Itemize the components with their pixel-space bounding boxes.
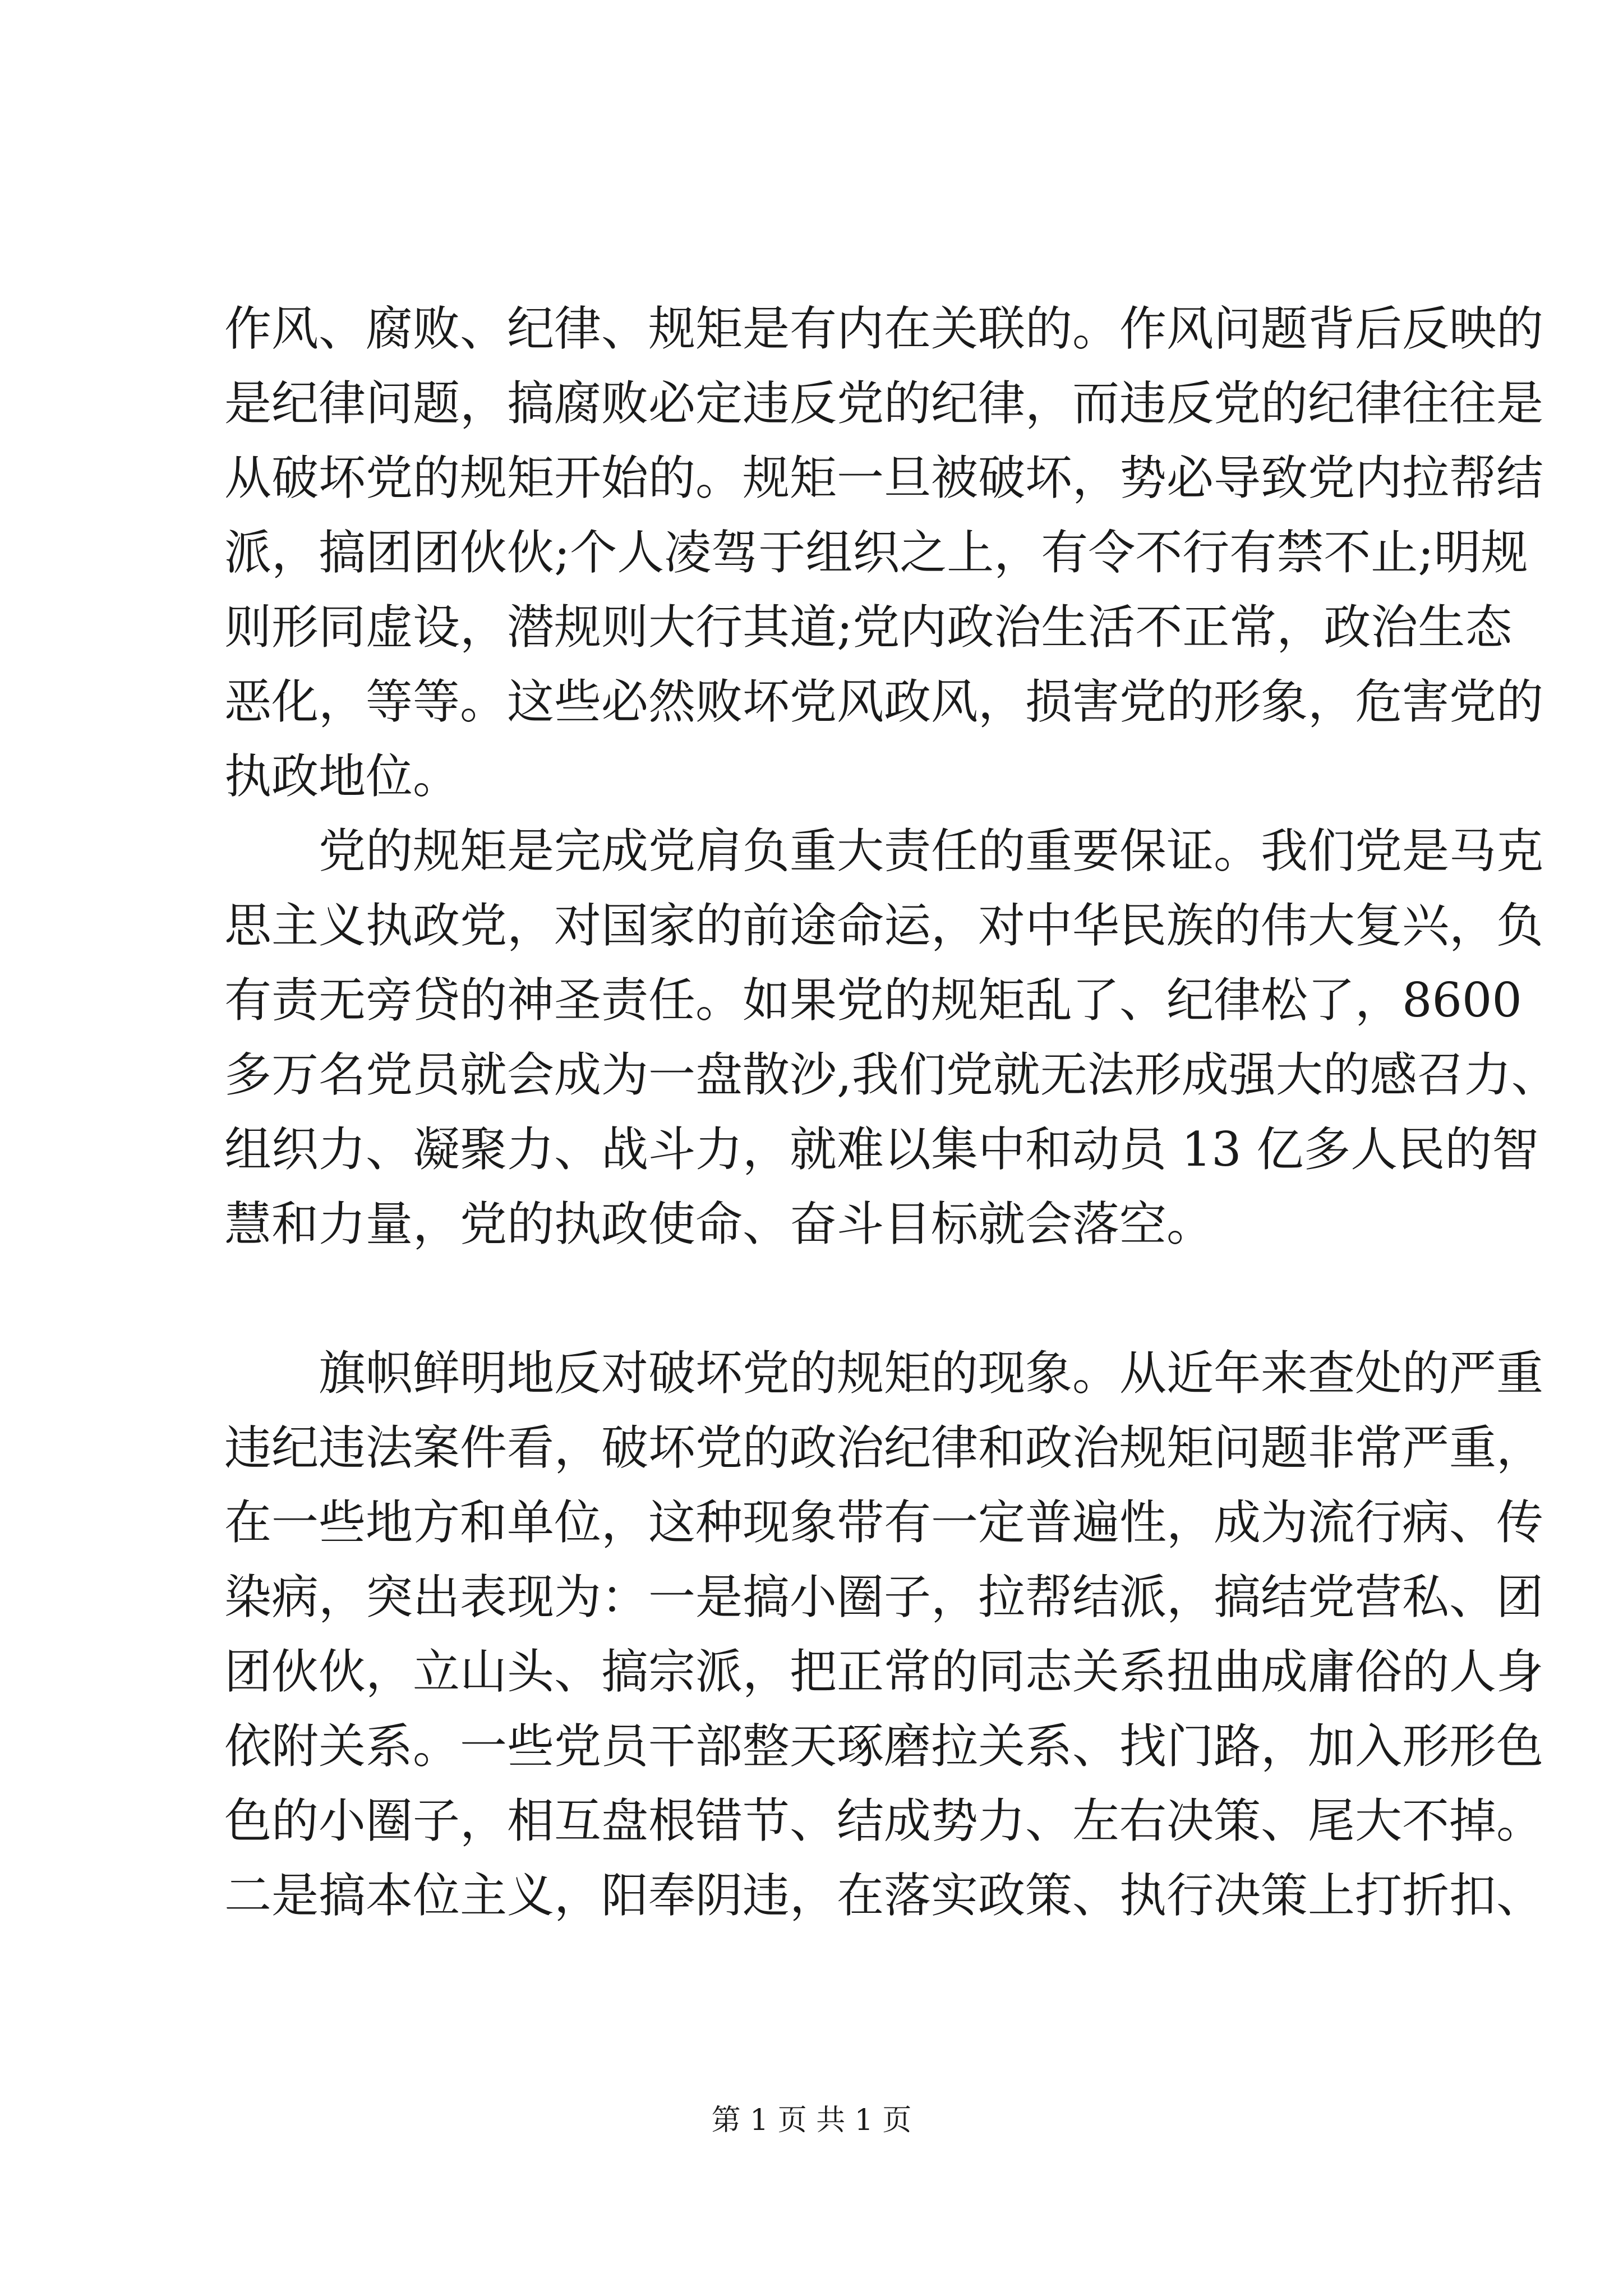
text-line: 执政地位。 xyxy=(224,749,460,804)
text-line: 慧和力量，党的执政使命、奋斗目标就会落空。 xyxy=(224,1197,1214,1251)
text-line: 思主义执政党，对国家的前途命运，对中华民族的伟大复兴，负 xyxy=(224,898,1544,953)
text-line: 从破坏党的规矩开始的。规矩一旦被破坏，势必导致党内拉帮结 xyxy=(224,450,1544,505)
page-footer: 第 1 页 共 1 页 xyxy=(711,2104,912,2137)
text-line: 派，搞团团伙伙;个人凌驾于组织之上，有令不行有禁不止;明规 xyxy=(224,525,1528,580)
text-line: 则形同虚设，潜规则大行其道;党内政治生活不正常，政治生态 xyxy=(224,600,1513,655)
text-line: 团伙伙，立山头、搞宗派，把正常的同志关系扭曲成庸俗的人身 xyxy=(224,1644,1544,1699)
text-line: 作风、腐败、纪律、规矩是有内在关联的。作风问题背后反映的 xyxy=(224,301,1544,356)
text-line: 旗帜鲜明地反对破坏党的规矩的现象。从近年来查处的严重 xyxy=(224,1346,1544,1401)
text-line: 党的规矩是完成党肩负重大责任的重要保证。我们党是马克 xyxy=(224,823,1544,878)
paragraph-3 xyxy=(224,1336,1544,1933)
text-line: 染病，突出表现为：一是搞小圈子，拉帮结派，搞结党营私、团 xyxy=(224,1570,1544,1625)
text-line: 二是搞本位主义，阳奉阴违，在落实政策、执行决策上打折扣、 xyxy=(224,1868,1544,1923)
text-line: 色的小圈子，相互盘根错节、结成势力、左右决策、尾大不掉。 xyxy=(224,1793,1544,1848)
text-line xyxy=(224,1262,1424,1336)
text-line: 依附关系。一些党员干部整天琢磨拉关系、找门路，加入形形色 xyxy=(224,1719,1544,1774)
text-line: 有责无旁贷的神圣责任。如果党的规矩乱了、纪律松了，8600 xyxy=(224,973,1522,1028)
document-body xyxy=(224,292,1559,1933)
paragraph-1 xyxy=(224,292,1544,814)
text-line: 恶化，等等。这些必然败坏党风政风，损害党的形象，危害党的 xyxy=(224,674,1544,729)
paragraph-2 xyxy=(224,814,1559,1336)
text-line: 组织力、凝聚力、战斗力，就难以集中和动员 13 亿多人民的智 xyxy=(224,1122,1539,1177)
text-line: 违纪违法案件看，破坏党的政治纪律和政治规矩问题非常严重， xyxy=(224,1420,1544,1475)
text-line: 是纪律问题，搞腐败必定违反党的纪律，而违反党的纪律往往是 xyxy=(224,376,1544,431)
text-line: 在一些地方和单位，这种现象带有一定普遍性，成为流行病、传 xyxy=(224,1495,1544,1550)
text-line: 多万名党员就会成为一盘散沙,我们党就无法形成强大的感召力、 xyxy=(224,1047,1559,1102)
